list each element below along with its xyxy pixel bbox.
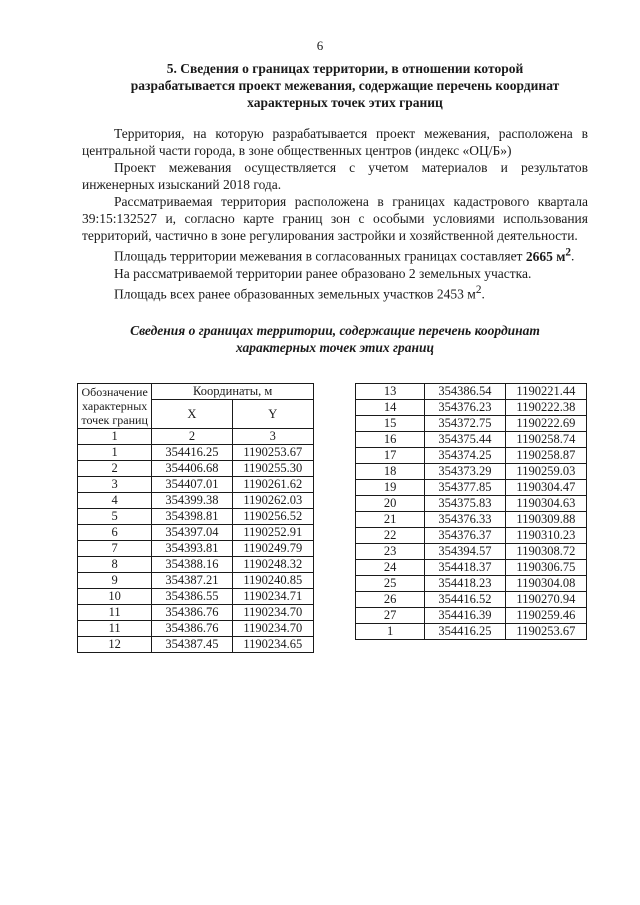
- coord-x: 354387.21: [152, 573, 232, 589]
- table-row: [78, 525, 314, 541]
- area-value-sup: 2: [565, 246, 572, 258]
- coordinates-table-left: [77, 383, 314, 653]
- coord-y: 1190234.70: [232, 605, 313, 621]
- header-point-label: Обозначение характерных точек границ: [78, 384, 152, 429]
- coord-x: 354399.38: [152, 493, 232, 509]
- table-row: [356, 592, 587, 608]
- section-title: [110, 60, 580, 111]
- table-row: [356, 608, 587, 624]
- table-caption-line-1: Сведения о границах территории, содержащие перечень координат: [130, 323, 540, 338]
- table-row: [78, 477, 314, 493]
- coord-y: 1190256.52: [232, 509, 313, 525]
- coord-x: 354398.81: [152, 509, 232, 525]
- table-row: [78, 557, 314, 573]
- coord-x: 354416.25: [152, 445, 232, 461]
- table-row: [356, 576, 587, 592]
- table-header-row: [78, 384, 314, 400]
- table-row: [78, 605, 314, 621]
- area-value-number: 2665 м: [525, 248, 566, 264]
- body-text: [82, 125, 588, 302]
- table-row: [78, 509, 314, 525]
- point-number: 6: [78, 525, 152, 541]
- point-number: 9: [78, 573, 152, 589]
- coord-x: 354387.45: [152, 637, 232, 653]
- point-number: 10: [78, 589, 152, 605]
- paragraph-parcels-area: [82, 282, 588, 303]
- area-end: .: [571, 248, 575, 264]
- coord-y: 1190253.67: [232, 445, 313, 461]
- coord-y: 1190261.62: [232, 477, 313, 493]
- coord-y: 1190258.87: [505, 448, 586, 464]
- coord-y: 1190308.72: [505, 544, 586, 560]
- coord-x: 354397.04: [152, 525, 232, 541]
- table-row: [78, 621, 314, 637]
- paragraph-parcels: На рассматриваемой территории ранее образовано 2 земельных участка.: [114, 265, 532, 281]
- point-number: 18: [356, 464, 425, 480]
- coord-x: 354375.44: [425, 432, 506, 448]
- header-x: X: [152, 400, 232, 429]
- point-number: 4: [78, 493, 152, 509]
- table-row: [356, 528, 587, 544]
- coord-y: 1190262.03: [232, 493, 313, 509]
- coord-y: 1190304.08: [505, 576, 586, 592]
- table-row: [356, 544, 587, 560]
- coord-y: 1190234.71: [232, 589, 313, 605]
- coord-x: 354376.37: [425, 528, 506, 544]
- table-row: [78, 573, 314, 589]
- coord-x: 354418.23: [425, 576, 506, 592]
- table-caption: [82, 322, 588, 356]
- header-coordinates: Координаты, м: [152, 384, 314, 400]
- point-number: 11: [78, 605, 152, 621]
- coord-x: 354416.25: [425, 624, 506, 640]
- table-column-numbers: [78, 429, 314, 445]
- table-row: [356, 432, 587, 448]
- coord-y: 1190259.03: [505, 464, 586, 480]
- coord-x: 354407.01: [152, 477, 232, 493]
- section-title-line-1: 5. Сведения о границах территории, в отношении которой: [166, 61, 524, 76]
- paragraph-location: Территория, на которую разрабатывается проект межевания, расположена в центральной части города, в зоне общественных центров (индекс «ОЦ/Б»): [82, 126, 588, 158]
- table-row: [356, 512, 587, 528]
- point-number: 16: [356, 432, 425, 448]
- point-number: 2: [78, 461, 152, 477]
- point-number: 5: [78, 509, 152, 525]
- parcels-area-sup: 2: [475, 283, 482, 296]
- coord-x: 354416.39: [425, 608, 506, 624]
- coord-y: 1190221.44: [505, 384, 586, 400]
- coord-y: 1190234.65: [232, 637, 313, 653]
- page-number: 6: [316, 38, 324, 53]
- coord-y: 1190309.88: [505, 512, 586, 528]
- coord-y: 1190222.69: [505, 416, 586, 432]
- parcels-area-end: .: [481, 286, 485, 301]
- point-number: 24: [356, 560, 425, 576]
- coord-y: 1190222.38: [505, 400, 586, 416]
- table-row: [356, 384, 587, 400]
- coord-y: 1190255.30: [232, 461, 313, 477]
- coord-y: 1190249.79: [232, 541, 313, 557]
- coord-y: 1190259.46: [505, 608, 586, 624]
- point-number: 23: [356, 544, 425, 560]
- coord-x: 354377.85: [425, 480, 506, 496]
- paragraph-surveys: Проект межевания осуществляется с учетом материалов и результатов инженерных изысканий 2018 года.: [82, 160, 588, 192]
- table-row: [356, 416, 587, 432]
- coord-y: 1190304.63: [505, 496, 586, 512]
- table-row: [356, 464, 587, 480]
- table-row: [78, 461, 314, 477]
- point-number: 11: [78, 621, 152, 637]
- coord-y: 1190252.91: [232, 525, 313, 541]
- section-title-line-3: характерных точек этих границ: [247, 95, 443, 110]
- coord-y: 1190270.94: [505, 592, 586, 608]
- point-number: 27: [356, 608, 425, 624]
- coord-y: 1190234.70: [232, 621, 313, 637]
- coord-x: 354386.76: [152, 621, 232, 637]
- point-number: 25: [356, 576, 425, 592]
- column-number: 3: [232, 429, 313, 445]
- table-row: [356, 448, 587, 464]
- coord-x: 354376.23: [425, 400, 506, 416]
- column-number: 2: [152, 429, 232, 445]
- coord-y: 1190248.32: [232, 557, 313, 573]
- area-value: [525, 246, 572, 264]
- coordinates-table-right: [355, 383, 587, 640]
- column-number: 1: [78, 429, 152, 445]
- table-row: [356, 400, 587, 416]
- table-row: [356, 624, 587, 640]
- coord-y: 1190240.85: [232, 573, 313, 589]
- table-caption-line-2: характерных точек этих границ: [235, 340, 435, 355]
- coord-y: 1190310.23: [505, 528, 586, 544]
- coord-y: 1190304.47: [505, 480, 586, 496]
- point-number: 8: [78, 557, 152, 573]
- table-row: [356, 480, 587, 496]
- table-row: [78, 493, 314, 509]
- point-number: 13: [356, 384, 425, 400]
- coord-x: 354372.75: [425, 416, 506, 432]
- point-number: 14: [356, 400, 425, 416]
- point-number: 12: [78, 637, 152, 653]
- paragraph-cadastral: Рассматриваемая территория расположена в границах кадастрового квартала 39:15:132527 и, согласно карте границ зон с особыми условиями использования территорий, частично в зоне регулирования застройки и хозяйственной деятельности.: [82, 194, 588, 243]
- coord-x: 354406.68: [152, 461, 232, 477]
- table-row: [356, 496, 587, 512]
- coord-y: 1190258.74: [505, 432, 586, 448]
- table-row: [78, 541, 314, 557]
- coord-y: 1190253.67: [505, 624, 586, 640]
- point-number: 20: [356, 496, 425, 512]
- table-row: [356, 560, 587, 576]
- coord-x: 354386.55: [152, 589, 232, 605]
- area-text: Площадь территории межевания в согласованных границах составляет: [114, 248, 526, 264]
- point-number: 7: [78, 541, 152, 557]
- paragraph-area: [82, 244, 588, 265]
- coord-x: 354388.16: [152, 557, 232, 573]
- coord-x: 354418.37: [425, 560, 506, 576]
- point-number: 21: [356, 512, 425, 528]
- table-row: [78, 637, 314, 653]
- point-number: 15: [356, 416, 425, 432]
- coord-x: 354386.76: [152, 605, 232, 621]
- coord-x: 354376.33: [425, 512, 506, 528]
- point-number: 22: [356, 528, 425, 544]
- coord-x: 354386.54: [425, 384, 506, 400]
- table-row: [78, 445, 314, 461]
- point-number: 26: [356, 592, 425, 608]
- coord-x: 354374.25: [425, 448, 506, 464]
- point-number: 1: [356, 624, 425, 640]
- coord-x: 354394.57: [425, 544, 506, 560]
- coord-x: 354416.52: [425, 592, 506, 608]
- table-row: [78, 589, 314, 605]
- point-number: 17: [356, 448, 425, 464]
- coord-x: 354393.81: [152, 541, 232, 557]
- coord-x: 354373.29: [425, 464, 506, 480]
- section-title-line-2: разрабатывается проект межевания, содержащие перечень координат: [130, 78, 560, 93]
- parcels-area-text: Площадь всех ранее образованных земельных участков 2453 м: [114, 286, 476, 301]
- coord-x: 354375.83: [425, 496, 506, 512]
- point-number: 1: [78, 445, 152, 461]
- point-number: 3: [78, 477, 152, 493]
- coord-y: 1190306.75: [505, 560, 586, 576]
- header-y: Y: [232, 400, 313, 429]
- point-number: 19: [356, 480, 425, 496]
